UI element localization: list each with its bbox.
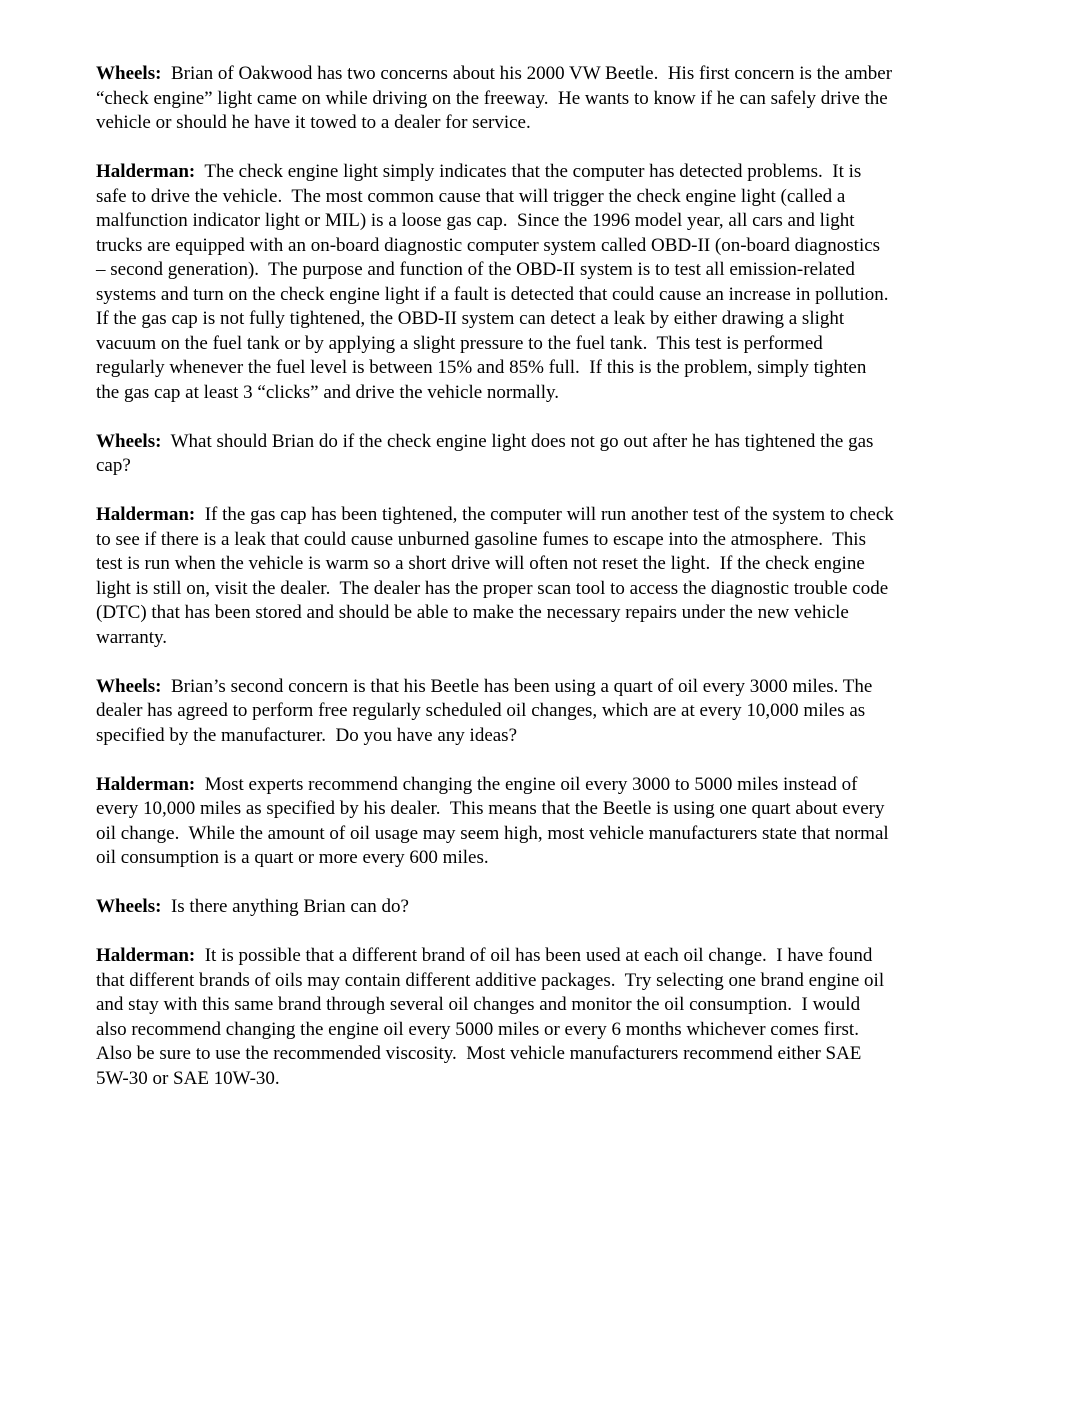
line-text: to see if there is a leak that could cause unburned gasoline fumes to escape into the atmosphere. This [96,528,866,550]
text-line [96,307,1016,332]
text-line [96,503,1016,528]
line-text: oil consumption is a quart or more every 600 miles. [96,847,489,868]
line-text: malfunction indicator light or MIL) is a loose gas cap. Since the 1996 model year, all cars and light [96,210,855,231]
text-line [96,528,1016,553]
text-line [96,969,1016,994]
text-line [96,160,1016,185]
line-text: systems and turn on the check engine light if a fault is detected that could cause an increase in pollution. [96,283,889,305]
qa-paragraph [96,675,1016,749]
text-line [96,234,1016,259]
text-line [96,332,1016,357]
text-line [96,258,1016,283]
line-text: 5W-30 or SAE 10W-30. [96,1067,280,1089]
line-text: Also be sure to use the recommended viscosity. Most vehicle manufacturers recommend either SAE [96,1043,862,1064]
speaker-label: Halderman: [96,504,196,525]
qa-paragraph [96,773,1016,871]
line-text: and stay with this same brand through several oil changes and monitor the oil consumption. I would [96,994,861,1015]
line-text: If the gas cap has been tightened, the computer will run another test of the system to check [195,504,894,525]
text-line [96,209,1016,234]
line-text: If the gas cap is not fully tightened, the OBD-II system can detect a leak by either drawing a slight [96,308,845,329]
text-line [96,283,1016,308]
line-text: oil change. While the amount of oil usage may seem high, most vehicle manufacturers state that normal [96,822,889,844]
text-line [96,356,1016,381]
text-line [96,724,1016,749]
line-text: warranty. [96,626,168,648]
text-line [96,577,1016,602]
speaker-label: Halderman: [96,945,196,966]
speaker-label: Wheels: [96,430,162,452]
text-line [96,944,1016,969]
line-text: The check engine light simply indicates that the computer has detected problems. It is [195,161,862,182]
speaker-label: Wheels: [96,896,162,917]
text-line [96,1042,1016,1067]
line-text: Is there anything Brian can do? [161,896,409,917]
line-text: (DTC) that has been stored and should be able to make the necessary repairs under the new vehicle [96,602,849,623]
line-text: Brian’s second concern is that his Beetle has been using a quart of oil every 3000 miles. The [161,675,873,697]
line-text: specified by the manufacturer. Do you have any ideas? [96,724,518,746]
speaker-label: Halderman: [96,161,196,182]
document-page [96,62,1016,1116]
qa-paragraph [96,503,1016,650]
line-text: cap? [96,455,131,476]
text-line [96,797,1016,822]
speaker-label: Wheels: [96,675,162,697]
line-text: every 10,000 miles as specified by his dealer. This means that the Beetle is using one quart about every [96,798,885,819]
line-text: What should Brian do if the check engine light does not go out after he has tightened the gas [161,430,874,452]
text-line [96,846,1016,871]
text-line [96,381,1016,406]
line-text: regularly whenever the fuel level is between 15% and 85% full. If this is the problem, simply tighten [96,357,867,378]
line-text: dealer has agreed to perform free regularly scheduled oil changes, which are at every 10,000 miles as [96,700,866,721]
text-line [96,62,1016,87]
qa-paragraph [96,895,1016,920]
text-line [96,454,1016,479]
text-line [96,699,1016,724]
line-text: vacuum on the fuel tank or by applying a slight pressure to the fuel tank. This test is performed [96,332,823,354]
line-text: light is still on, visit the dealer. The dealer has the proper scan tool to access the diagnostic trouble code [96,577,889,599]
text-line [96,552,1016,577]
qa-paragraph [96,160,1016,405]
line-text: vehicle or should he have it towed to a dealer for service. [96,112,531,133]
text-line [96,111,1016,136]
line-text: safe to drive the vehicle. The most common cause that will trigger the check engine light (called a [96,185,846,207]
line-text: test is run when the vehicle is warm so a short drive will often not reset the light. If the check engine [96,553,865,574]
qa-paragraph [96,944,1016,1091]
text-line [96,773,1016,798]
line-text: Brian of Oakwood has two concerns about his 2000 VW Beetle. His first concern is the amber [161,63,893,84]
qa-paragraph [96,430,1016,479]
qa-paragraph [96,62,1016,136]
line-text: also recommend changing the engine oil every 5000 miles or every 6 months whichever comes first. [96,1018,859,1040]
line-text: Most experts recommend changing the engine oil every 3000 to 5000 miles instead of [195,773,858,795]
line-text: It is possible that a different brand of oil has been used at each oil change. I have found [195,945,873,966]
speaker-label: Halderman: [96,773,196,795]
text-line [96,895,1016,920]
line-text: that different brands of oils may contain different additive packages. Try selecting one brand engine oil [96,969,885,991]
line-text: “check engine” light came on while driving on the freeway. He wants to know if he can safely drive the [96,87,888,109]
line-text: – second generation). The purpose and function of the OBD-II system is to test all emission-related [96,259,855,280]
text-line [96,601,1016,626]
text-line [96,87,1016,112]
text-line [96,993,1016,1018]
line-text: the gas cap at least 3 “clicks” and drive the vehicle normally. [96,381,560,403]
text-line [96,822,1016,847]
line-text: trucks are equipped with an on-board diagnostic computer system called OBD-II (on-board diagnostics [96,234,881,256]
text-line [96,1067,1016,1092]
text-line [96,185,1016,210]
text-line [96,675,1016,700]
speaker-label: Wheels: [96,63,162,84]
text-line [96,430,1016,455]
text-line [96,1018,1016,1043]
text-line [96,626,1016,651]
